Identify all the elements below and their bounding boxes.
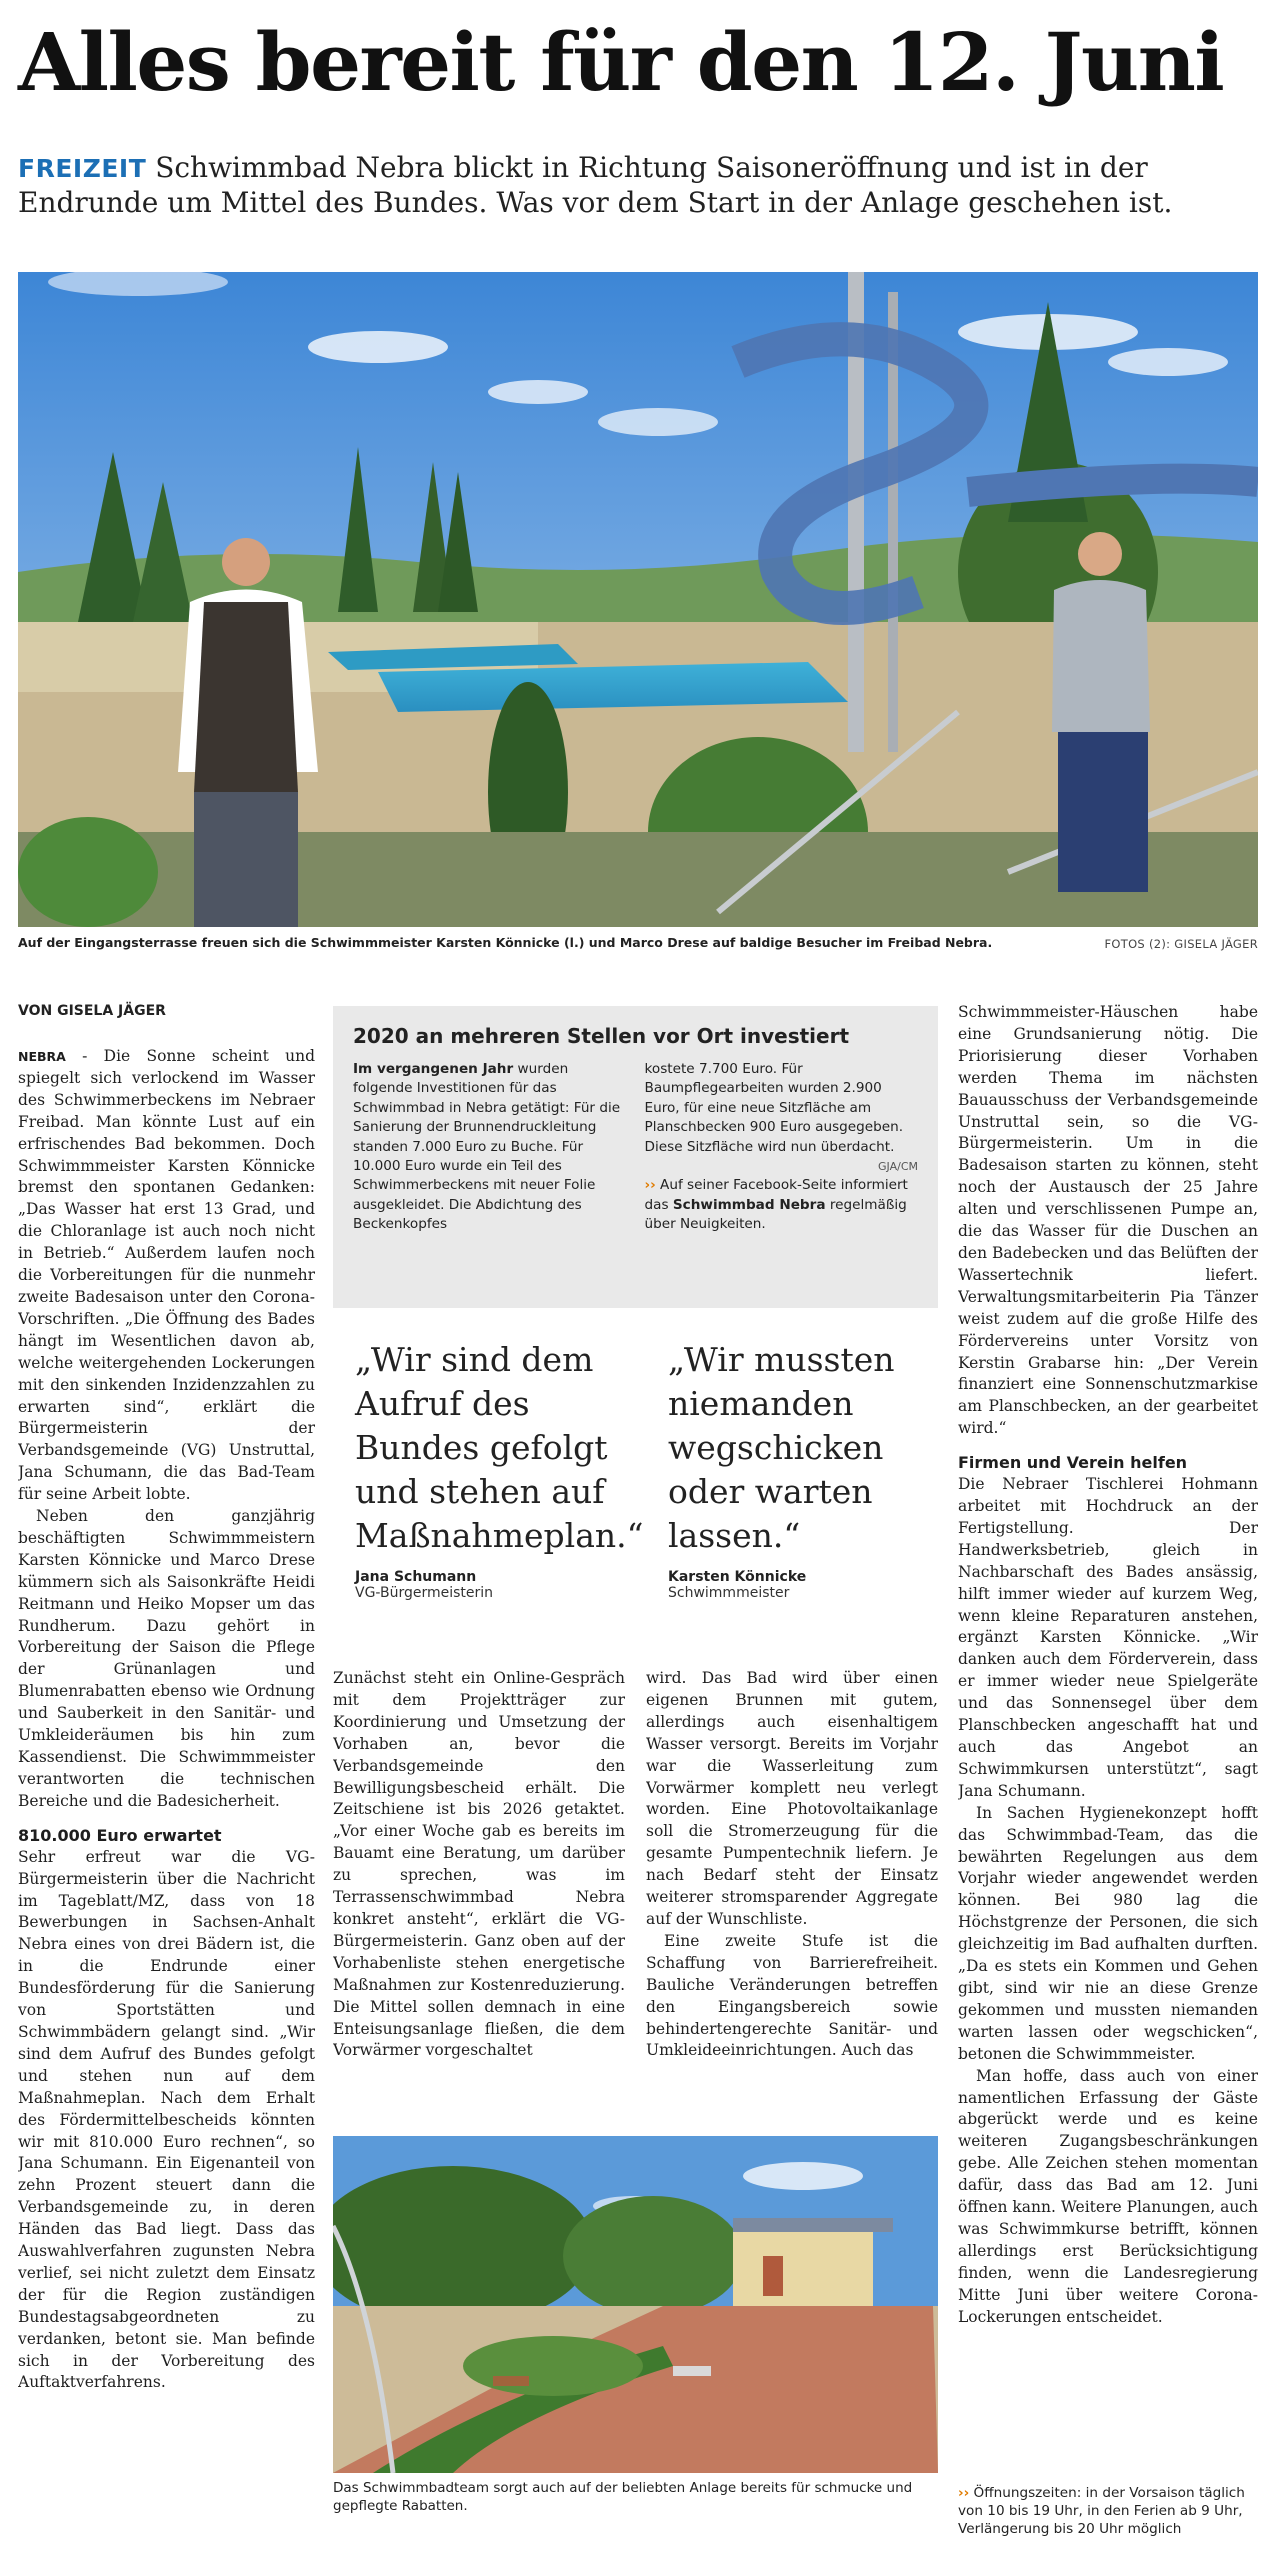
lead-text: Schwimmbad Nebra blickt in Richtung Saisoneröffnung und ist in der Endrunde um Mittel des Bundes. Was vor dem Start in der Anlage geschehen ist. [18,151,1173,219]
article-paragraph: Schwimmmeister-Häuschen habe eine Grundsanierung nötig. Die Priorisierung dieser Vorhaben werden Thema im nächsten Bauausschuss der Verbandsgemeinde Unstruttal sein, so die VG-Bürgermeisterin. Um in die Badesaison starten zu können, steht noch der Austausch der 25 Jahre alten und verschlissenen Pumpe an, die das Wasser für die Duschen an den Badebecken und das Belüften der Wassertechnik liefert. Verwaltungsmitarbeiterin Pia Tänzer weist zudem auf die große Hilfe des Fördervereins unter Vorsitz von Kerstin Grabarse hin: „Der Verein finanziert eine Sonnenschutzmarkise am Planschbecken, an der gearbeitet wird.“ [958,1003,1258,1438]
lead-paragraph [18,150,1258,220]
article-paragraph: Neben den ganzjährig beschäftigten Schwimmmeistern Karsten Könnicke und Marco Drese kümmern sich als Saisonkräfte Heidi Reitmann und Heiko Mopser um das Rundherum. Dazu gehört in Vorbereitung der Saison die Pflege der Grünanlagen und Blumenrabatten ebenso wie Ordnung und Sauberkeit in den Sanitär- und Umkleideräumen bis hin zum Kassendienst. Die Schwimmmeister verantworten die technischen Bereiche und die Badesicherheit. [18,1507,315,1810]
quote-text: „Wir mussten niemanden wegschicken oder warten lassen.“ [668,1340,895,1555]
subheading: 810.000 Euro erwartet [18,1825,222,1845]
info-box-lead: Im vergangenen Jahr [353,1061,514,1077]
article-column-4 [958,1002,1258,2480]
info-box-left [353,1060,627,1235]
secondary-photo-caption: Das Schwimmbadteam sorgt auch auf der beliebten Anlage bereits für schmucke und gepflegte Rabatten. [333,2480,913,2514]
info-box [333,1006,938,1308]
info-box-text: wurden folgende Investitionen für das Schwimmbad in Nebra getätigt: Für die Sanierung der Brunnendruckleitung standen 7.000 Euro zu Buche. Für 10.000 Euro wurde ein Teil des Schwimmerbeckens mit neuer Folie ausgekleidet. Die Abdichtung des Beckenkopfes [353,1061,621,1233]
info-box-right [645,1060,919,1235]
quote-role: VG-Bürgermeisterin [355,1585,494,1602]
main-photo-caption: Auf der Eingangsterrasse freuen sich die Schwimmmeister Karsten Könnicke (l.) und Marco Drese auf baldige Besucher im Freibad Nebra. [18,935,993,950]
article-paragraph: Man hoffe, dass auch von einer namentlichen Erfassung der Gäste abgerückt werde und es keine weiteren Zugangsbeschränkungen gebe. Alle Zeichen stehen momentan dafür, dass das Bad am 12. Juni öffnen kann. Weitere Planungen, auch was Schwimmkurse betrifft, können allerdings erst Berücksichtigung finden, wenn die Landesregierung Mitte Juni über weitere Corona-Lockerungen entscheidet. [958,2066,1258,2326]
article-paragraph: Die Nebraer Tischlerei Hohmann arbeitet mit Hochdruck an der Fertigstellung. Der Handwerksbetrieb, gleich in Nachbarschaft des Bades ansässig, hilft immer wieder auf kurzem Weg, wenn kleine Reparaturen anstehen, ergänzt Karsten Könnicke. „Wir danken auch dem Förderverein, dass er immer wieder neue Spielgeräte und das Sonnensegel über dem Planschbecken angeschafft hat und auch das Angebot an Schwimmkursen unterstützt“, sagt Jana Schumann. [958,1475,1258,1800]
arrow-icon: ›› [644,1177,656,1194]
article-paragraph: Zunächst steht ein Online-Gespräch mit dem Projektträger zur Koordinierung und Umsetzung der Vorhaben an, bevor die Verbandsgemeinde den Bewilligungsbescheid erhält. Die Zeitschiene ist bis 2026 getaktet. „Vor einer Woche gab es bereits im Bauamt eine Beratung, um darüber zu sprechen, was im Terrassenschwimmbad Nebra konkret ansteht“, erklärt die VG-Bürgermeisterin. Ganz oben auf der Vorhabenliste stehen energetische Maßnahmen zur Kostenreduzierung. Die Mittel sollen demnach in eine Enteisungsanlage fließen, die dem Vorwärmer vorgeschaltet [333,1669,625,2060]
article-paragraph: Sehr erfreut war die VG-Bürgermeisterin über die Nachricht im Tageblatt/MZ, dass von 18 Bewerbungen in Sachsen-Anhalt Nebra eines von drei Bädern ist, die in die Endrunde einer Bundesförderung für die Sanierung von Sportstätten und Schwimmbädern gelangt sind. „Wir sind dem Aufruf des Bundes gefolgt und stehen nun auf dem Maßnahmeplan. Nach dem Erhalt des Fördermittelbescheids könnten wir mit 810.000 Euro rechnen“, so Jana Schumann. Ein Eigenanteil von zehn Prozent steuert dann die Verbandsgemeinde zu, in deren Händen das Bad liegt. Dass das Auswahlverfahren zugunsten Nebra verlief, sei nicht zuletzt dem Einsatz der für die Region zuständigen Bundestagsabgeordneten zu verdanken, betont sie. Man befinde sich in der Vorbereitung des Auftaktverfahrens. [18,1847,315,2392]
headline: Alles bereit für den 12. Juni [18,15,1224,109]
info-box-text: kostete 7.700 Euro. Für Baumpflegearbeiten wurden 2.900 Euro, für eine neue Sitzfläche am Planschbecken 900 Euro ausgegeben. Diese Sitzfläche wird nun überdacht. [644,1061,904,1155]
quote-author: Karsten Könnicke [668,1569,807,1586]
article-paragraph: - Die Sonne scheint und spiegelt sich verlockend im Wasser des Schwimmerbeckens im Nebraer Freibad. Man könnte Lust auf ein erfrischendes Bad bekommen. Doch Schwimmmeister Karsten Könnicke bremst den spontanen Gedanken: „Das Wasser hat erst 13 Grad, und die Chloranlage ist auch noch nicht in Betrieb.“ Außerdem laufen noch die Vorbereitungen für die nunmehr zweite Badesaison unter den Corona-Vorschriften. „Die Öffnung des Bades hängt im Wesentlichen davon ab, welche weitergehenden Lockerungen mit den sinkenden Inzidenzzahlen zu erwarten sind“, erklärt die Bürgermeisterin der Verbandsgemeinde (VG) Unstruttal, Jana Schumann, die das Bad-Team für seine Arbeit lobte. [18,1047,315,1504]
quote-role: Schwimmmeister [668,1585,790,1602]
opening-hours-note [958,2484,1258,2538]
main-photo [18,272,1258,927]
info-box-note: ›› Auf seiner Facebook-Seite informiert das Schwimmbad Nebra regelmäßig über Neuigkeiten. [644,1177,908,1233]
author-byline: VON GISELA JÄGER [18,1003,166,1019]
arrow-icon: ›› [958,2485,970,2501]
info-box-signature: GJA/CM [878,1160,918,1174]
secondary-photo [333,2136,938,2473]
article-paragraph: Eine zweite Stufe ist die Schaffung von Barrierefreiheit. Bauliche Veränderungen betreffen den Eingangsbereich sowie behindertengerechte Sanitär- und Umkleideeinrichtungen. Auch das [646,1931,938,2060]
info-box-title: 2020 an mehreren Stellen vor Ort investiert [353,1024,850,1048]
article-paragraph: wird. Das Bad wird über einen eigenen Brunnen mit gutem, allerdings auch eisenhaltigem Wasser versorgt. Bereits im Vorjahr war die Wasserleitung zum Vorwärmer komplett neu verlegt worden. Eine Photovoltaikanlage soll die Stromerzeugung für die gesamte Pumpentechnik liefern. Je nach Bedarf steht der Einsatz weiterer stromsparender Aggregate auf der Wunschliste. [646,1669,938,1928]
article-paragraph: In Sachen Hygienekonzept hofft das Schwimmbad-Team, das die bewährten Regelungen aus dem Vorjahr wieder angewendet werden können. Bei 980 lag die Höchstgrenze der Personen, die sich gleichzeitig im Bad aufhalten durften. „Da es stets ein Kommen und Gehen gibt, sind wir nie an diese Grenze gekommen und mussten niemanden warten lassen oder wegschicken“, betonen die Schwimmmeister. [958,1803,1258,2063]
article-column-2 [333,1668,625,2093]
article-column-3 [646,1668,938,2093]
pull-quote-2 [668,1338,938,1601]
article-column-1 [18,1046,315,2516]
subheading: Firmen und Verein helfen [958,1453,1188,1473]
photo-credit: FOTOS (2): GISELA JÄGER [1104,937,1258,951]
kicker-label: FREIZEIT [18,154,147,183]
pull-quote-1 [355,1338,655,1601]
dateline: NEBRA [18,1049,66,1064]
quote-author: Jana Schumann [355,1569,477,1586]
opening-hours-text: Öffnungszeiten: in der Vorsaison täglich von 10 bis 19 Uhr, in den Ferien ab 9 Uhr, Verlängerung bis 20 Uhr möglich [958,2485,1245,2537]
quote-text: „Wir sind dem Aufruf des Bundes gefolgt und stehen auf Maßnahmeplan.“ [355,1340,644,1555]
